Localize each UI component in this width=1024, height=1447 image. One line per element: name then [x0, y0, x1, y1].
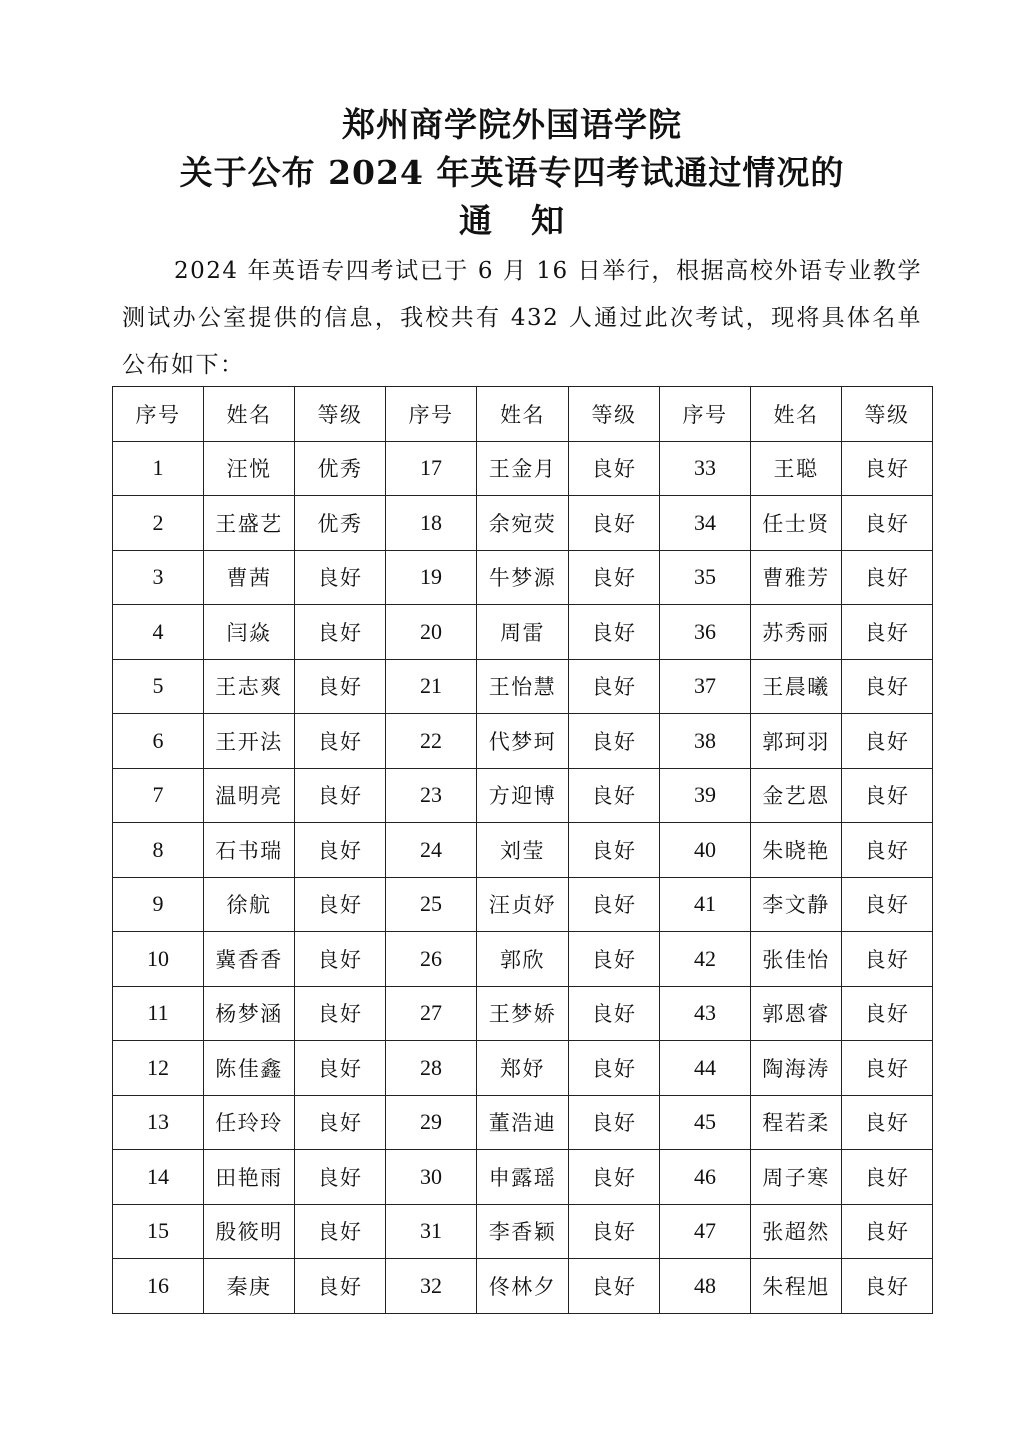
grade-cell: 良好	[842, 441, 933, 496]
serial-number-cell: 39	[660, 768, 751, 823]
serial-number-cell: 44	[660, 1041, 751, 1096]
name-cell: 刘莹	[477, 823, 569, 878]
name-cell: 曹茜	[204, 550, 295, 605]
serial-number-cell: 41	[660, 877, 751, 932]
name-cell: 周子寒	[751, 1150, 842, 1205]
serial-number-cell: 1	[113, 441, 204, 496]
title-line-3	[0, 198, 1024, 244]
name-cell: 杨梦涵	[204, 986, 295, 1041]
name-cell: 张佳怡	[751, 932, 842, 987]
serial-number-cell: 34	[660, 496, 751, 551]
grade-cell: 良好	[295, 1150, 386, 1205]
grade-cell: 良好	[842, 550, 933, 605]
grade-cell: 良好	[569, 986, 660, 1041]
name-cell: 殷筱明	[204, 1204, 295, 1259]
grade-cell: 良好	[295, 1259, 386, 1314]
serial-number-cell: 14	[113, 1150, 204, 1205]
grade-cell: 良好	[569, 768, 660, 823]
serial-number-cell: 10	[113, 932, 204, 987]
grade-cell: 良好	[569, 659, 660, 714]
name-cell: 郭欣	[477, 932, 569, 987]
name-cell: 王晨曦	[751, 659, 842, 714]
grade-cell: 良好	[295, 714, 386, 769]
title-line-3-char-b: 知	[531, 201, 565, 240]
serial-number-cell: 27	[386, 986, 477, 1041]
serial-number-cell: 45	[660, 1095, 751, 1150]
serial-number-cell: 9	[113, 877, 204, 932]
serial-number-cell: 32	[386, 1259, 477, 1314]
serial-number-cell: 7	[113, 768, 204, 823]
name-cell: 冀香香	[204, 932, 295, 987]
name-cell: 李文静	[751, 877, 842, 932]
table-row	[113, 1204, 933, 1259]
table-row	[113, 659, 933, 714]
grade-cell: 良好	[569, 823, 660, 878]
name-cell: 王志爽	[204, 659, 295, 714]
grade-cell: 良好	[569, 550, 660, 605]
name-cell: 徐航	[204, 877, 295, 932]
column-header: 序号	[386, 387, 477, 442]
name-cell: 周雷	[477, 605, 569, 660]
table-row	[113, 1150, 933, 1205]
grade-cell: 良好	[295, 550, 386, 605]
grade-cell: 良好	[295, 768, 386, 823]
name-cell: 汪悦	[204, 441, 295, 496]
name-cell: 朱晓艳	[751, 823, 842, 878]
table-row	[113, 441, 933, 496]
grade-cell: 良好	[842, 932, 933, 987]
grade-cell: 良好	[569, 714, 660, 769]
grade-cell: 良好	[295, 1204, 386, 1259]
name-cell: 程若柔	[751, 1095, 842, 1150]
name-cell: 秦庚	[204, 1259, 295, 1314]
serial-number-cell: 2	[113, 496, 204, 551]
serial-number-cell: 4	[113, 605, 204, 660]
grade-cell: 良好	[569, 1259, 660, 1314]
notice-body	[122, 248, 922, 389]
table-row	[113, 496, 933, 551]
column-header: 等级	[295, 387, 386, 442]
serial-number-cell: 43	[660, 986, 751, 1041]
name-cell: 申露瑶	[477, 1150, 569, 1205]
table-row	[113, 1041, 933, 1096]
grade-cell: 良好	[842, 605, 933, 660]
table-header-row	[113, 387, 933, 442]
name-cell: 王开法	[204, 714, 295, 769]
name-cell: 王梦娇	[477, 986, 569, 1041]
grade-cell: 良好	[569, 1041, 660, 1096]
serial-number-cell: 29	[386, 1095, 477, 1150]
serial-number-cell: 35	[660, 550, 751, 605]
serial-number-cell: 18	[386, 496, 477, 551]
name-cell: 佟林夕	[477, 1259, 569, 1314]
table-row	[113, 605, 933, 660]
serial-number-cell: 24	[386, 823, 477, 878]
table-row	[113, 932, 933, 987]
grade-cell: 良好	[842, 768, 933, 823]
serial-number-cell: 28	[386, 1041, 477, 1096]
name-cell: 任玲玲	[204, 1095, 295, 1150]
grade-cell: 良好	[295, 986, 386, 1041]
name-cell: 石书瑞	[204, 823, 295, 878]
serial-number-cell: 26	[386, 932, 477, 987]
grade-cell: 良好	[569, 1150, 660, 1205]
serial-number-cell: 38	[660, 714, 751, 769]
grade-cell: 良好	[569, 496, 660, 551]
grade-cell: 良好	[842, 986, 933, 1041]
title-line-3-char-a: 通	[459, 201, 493, 240]
grade-cell: 良好	[295, 823, 386, 878]
serial-number-cell: 21	[386, 659, 477, 714]
name-cell: 李香颖	[477, 1204, 569, 1259]
grade-cell: 良好	[842, 823, 933, 878]
grade-cell: 优秀	[295, 496, 386, 551]
table-row	[113, 550, 933, 605]
name-cell: 汪贞妤	[477, 877, 569, 932]
table-row	[113, 1259, 933, 1314]
serial-number-cell: 6	[113, 714, 204, 769]
name-cell: 金艺恩	[751, 768, 842, 823]
serial-number-cell: 19	[386, 550, 477, 605]
title-line-2: 关于公布 2024 年英语专四考试通过情况的	[179, 153, 845, 192]
grade-cell: 良好	[295, 659, 386, 714]
grade-cell: 优秀	[295, 441, 386, 496]
grade-cell: 良好	[295, 1095, 386, 1150]
name-cell: 代梦珂	[477, 714, 569, 769]
grade-cell: 良好	[842, 1041, 933, 1096]
grade-cell: 良好	[842, 877, 933, 932]
serial-number-cell: 5	[113, 659, 204, 714]
serial-number-cell: 48	[660, 1259, 751, 1314]
grade-cell: 良好	[569, 1204, 660, 1259]
grade-cell: 良好	[295, 932, 386, 987]
serial-number-cell: 13	[113, 1095, 204, 1150]
name-cell: 郑妤	[477, 1041, 569, 1096]
name-cell: 王怡慧	[477, 659, 569, 714]
name-cell: 闫焱	[204, 605, 295, 660]
name-cell: 陶海涛	[751, 1041, 842, 1096]
serial-number-cell: 3	[113, 550, 204, 605]
serial-number-cell: 8	[113, 823, 204, 878]
grade-cell: 良好	[842, 659, 933, 714]
name-cell: 朱程旭	[751, 1259, 842, 1314]
grade-cell: 良好	[569, 1095, 660, 1150]
grade-cell: 良好	[295, 1041, 386, 1096]
column-header: 序号	[660, 387, 751, 442]
serial-number-cell: 20	[386, 605, 477, 660]
column-header: 等级	[842, 387, 933, 442]
table-row	[113, 877, 933, 932]
notice-body-text: 2024 年英语专四考试已于 6 月 16 日举行，根据高校外语专业教学测试办公室提供的信息，我校共有 432 人通过此次考试，现将具体名单公布如下：	[122, 258, 922, 378]
serial-number-cell: 25	[386, 877, 477, 932]
name-cell: 余宛荧	[477, 496, 569, 551]
table-row	[113, 768, 933, 823]
grade-cell: 良好	[842, 1095, 933, 1150]
serial-number-cell: 30	[386, 1150, 477, 1205]
column-header: 姓名	[751, 387, 842, 442]
name-cell: 温明亮	[204, 768, 295, 823]
name-cell: 郭珂羽	[751, 714, 842, 769]
name-cell: 董浩迪	[477, 1095, 569, 1150]
name-cell: 张超然	[751, 1204, 842, 1259]
serial-number-cell: 46	[660, 1150, 751, 1205]
name-cell: 曹雅芳	[751, 550, 842, 605]
table-row	[113, 714, 933, 769]
table-row	[113, 1095, 933, 1150]
name-cell: 陈佳鑫	[204, 1041, 295, 1096]
column-header: 等级	[569, 387, 660, 442]
serial-number-cell: 36	[660, 605, 751, 660]
table-row	[113, 823, 933, 878]
grade-cell: 良好	[842, 496, 933, 551]
serial-number-cell: 37	[660, 659, 751, 714]
serial-number-cell: 31	[386, 1204, 477, 1259]
name-cell: 田艳雨	[204, 1150, 295, 1205]
results-table	[112, 386, 933, 1314]
grade-cell: 良好	[569, 441, 660, 496]
grade-cell: 良好	[295, 605, 386, 660]
grade-cell: 良好	[569, 932, 660, 987]
grade-cell: 良好	[569, 877, 660, 932]
serial-number-cell: 22	[386, 714, 477, 769]
grade-cell: 良好	[842, 714, 933, 769]
table-row	[113, 986, 933, 1041]
serial-number-cell: 33	[660, 441, 751, 496]
name-cell: 牛梦源	[477, 550, 569, 605]
serial-number-cell: 12	[113, 1041, 204, 1096]
serial-number-cell: 23	[386, 768, 477, 823]
name-cell: 任士贤	[751, 496, 842, 551]
serial-number-cell: 42	[660, 932, 751, 987]
column-header: 序号	[113, 387, 204, 442]
grade-cell: 良好	[842, 1259, 933, 1314]
name-cell: 王盛艺	[204, 496, 295, 551]
column-header: 姓名	[204, 387, 295, 442]
serial-number-cell: 17	[386, 441, 477, 496]
grade-cell: 良好	[569, 605, 660, 660]
name-cell: 郭恩睿	[751, 986, 842, 1041]
name-cell: 苏秀丽	[751, 605, 842, 660]
grade-cell: 良好	[842, 1204, 933, 1259]
name-cell: 王聪	[751, 441, 842, 496]
title-line-1: 郑州商学院外国语学院	[342, 105, 682, 144]
serial-number-cell: 47	[660, 1204, 751, 1259]
serial-number-cell: 16	[113, 1259, 204, 1314]
name-cell: 王金月	[477, 441, 569, 496]
column-header: 姓名	[477, 387, 569, 442]
grade-cell: 良好	[295, 877, 386, 932]
serial-number-cell: 40	[660, 823, 751, 878]
serial-number-cell: 11	[113, 986, 204, 1041]
grade-cell: 良好	[842, 1150, 933, 1205]
serial-number-cell: 15	[113, 1204, 204, 1259]
name-cell: 方迎博	[477, 768, 569, 823]
